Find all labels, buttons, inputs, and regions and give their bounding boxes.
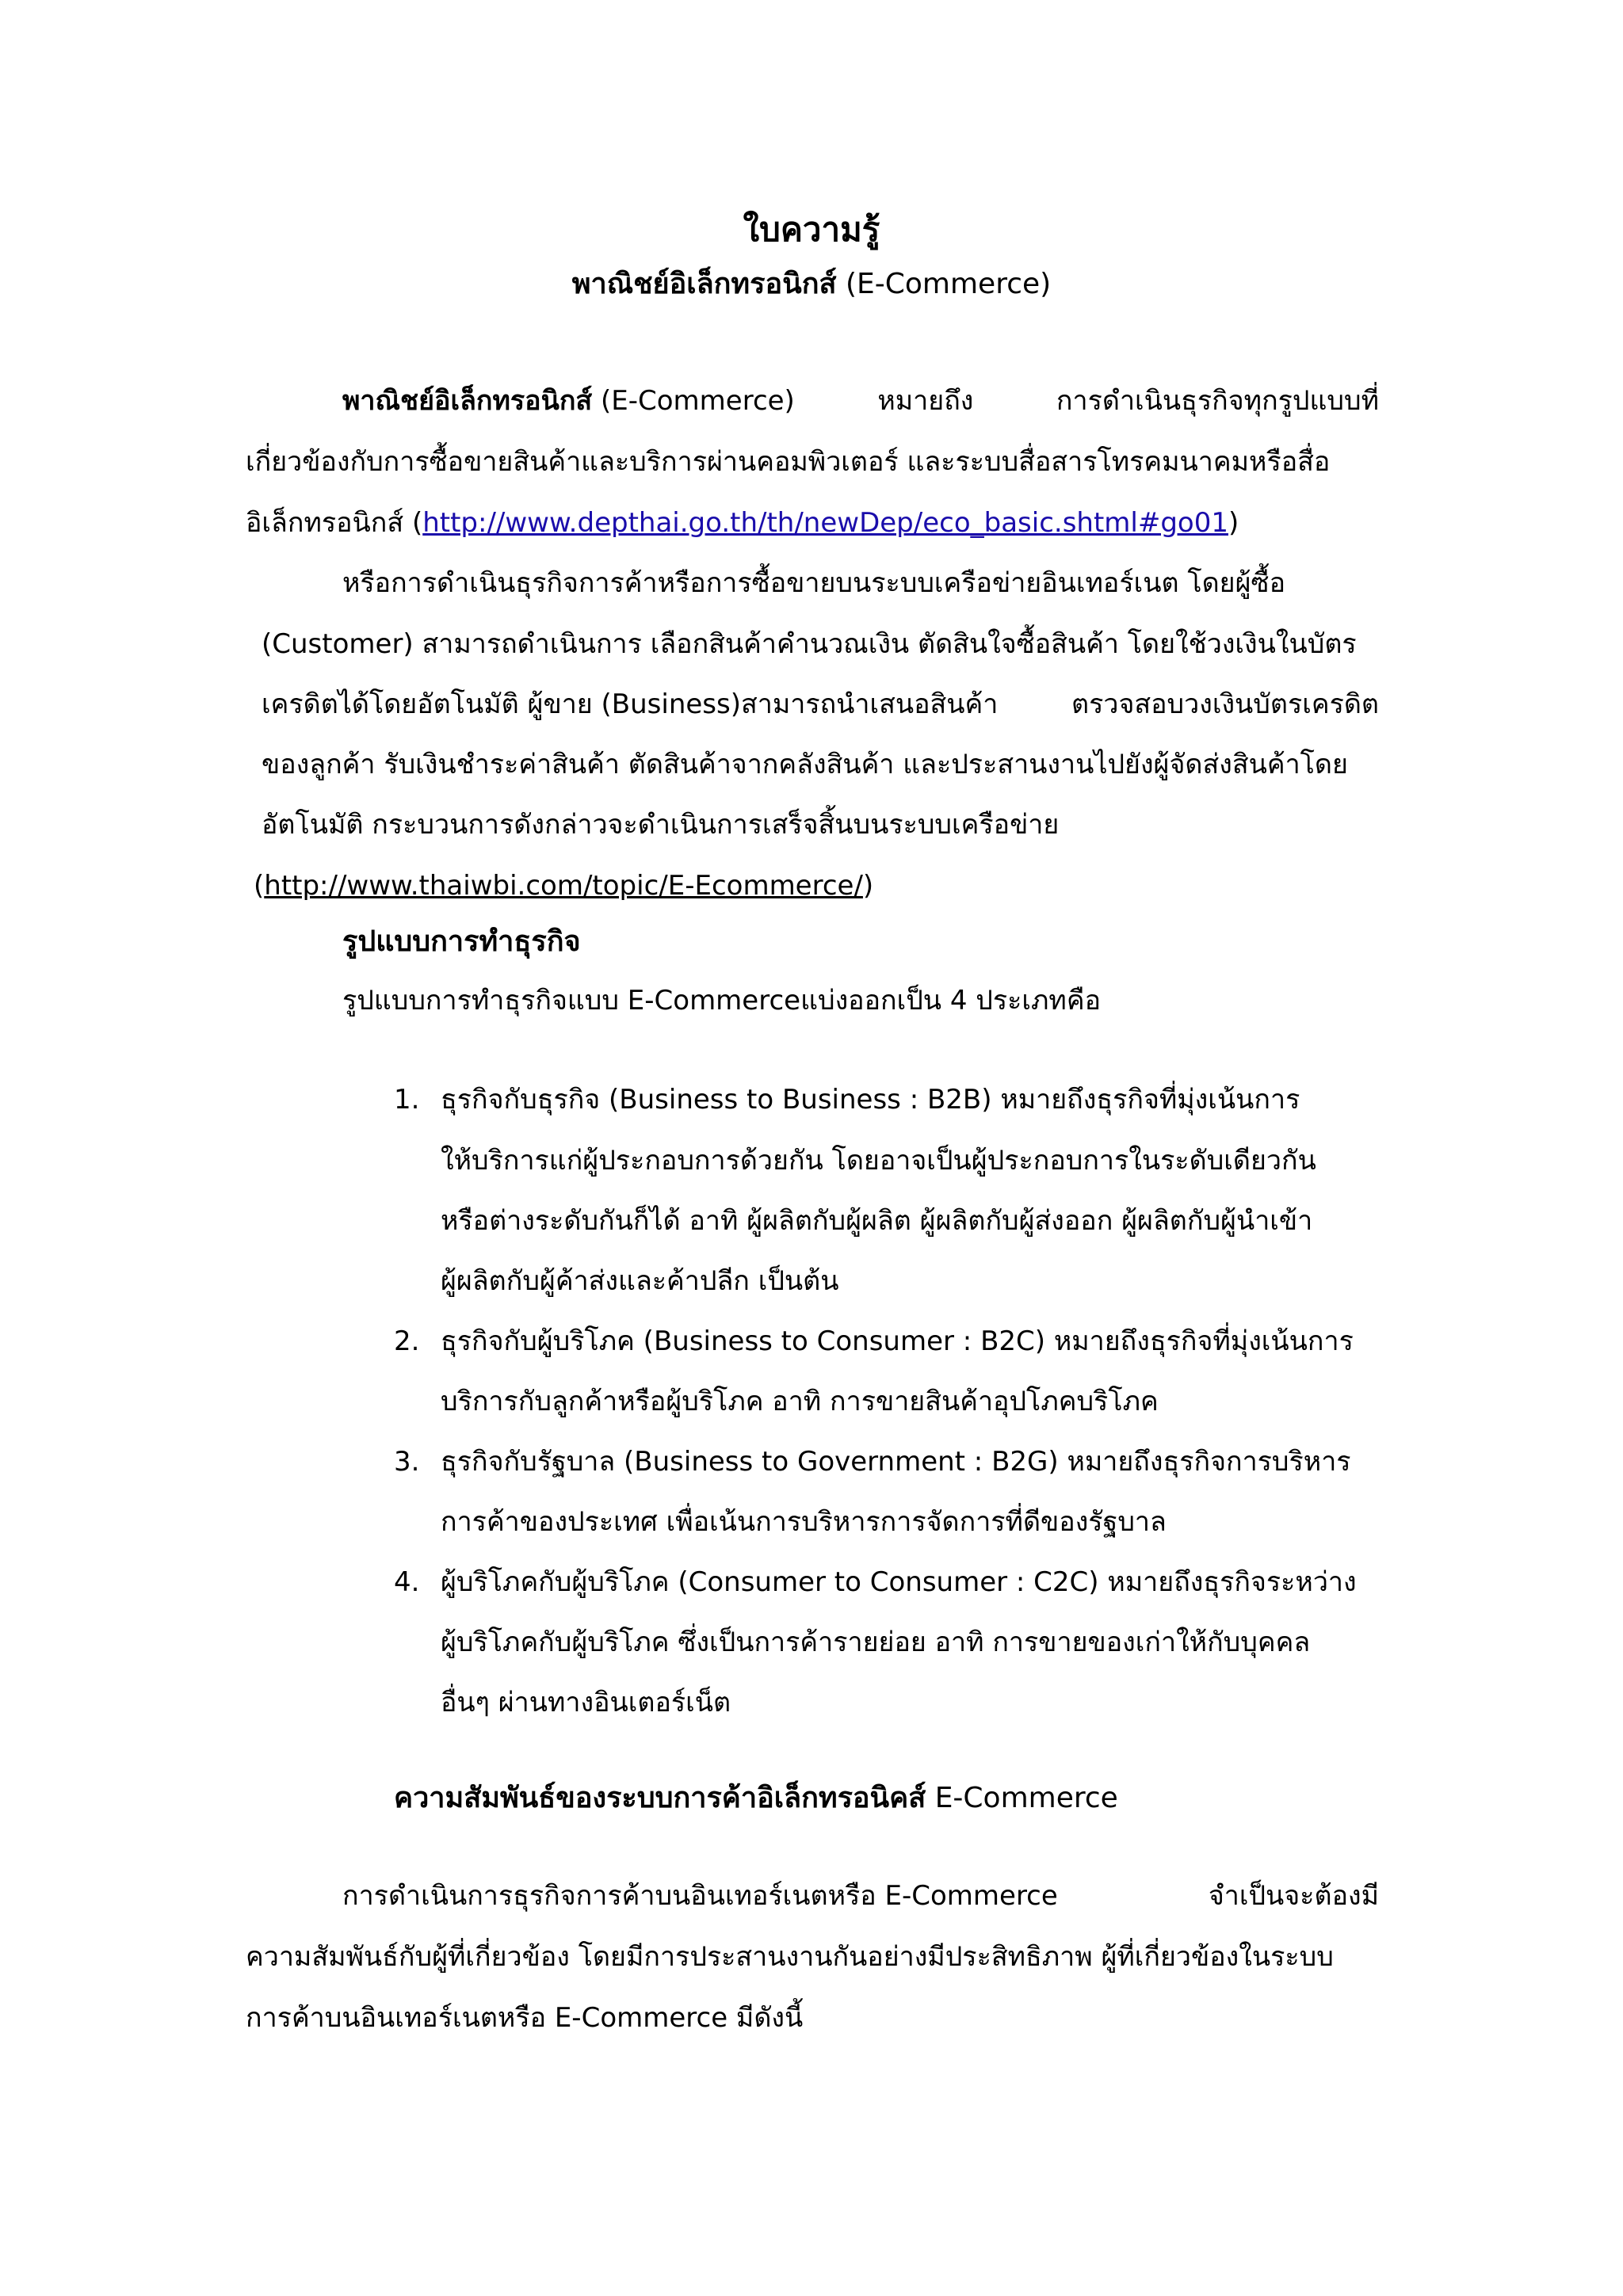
list-item-2-line-2: บริการกับลูกค้าหรือผู้บริโภค อาทิ การขายสินค้าอุปโภคบริโภค bbox=[441, 1386, 1159, 1417]
intro-term-en: (E-Commerce) bbox=[601, 385, 795, 417]
subtitle-thai: พาณิชย์อิเล็กทรอนิกส์ bbox=[571, 268, 837, 300]
para2-line-2: (Customer) สามารถดำเนินการ เลือกสินค้าคำนวณเงิน ตัดสินใจซื้อสินค้า โดยใช้วงเงินในบัตร bbox=[262, 628, 1357, 660]
section2-heading: ความสัมพันธ์ของระบบการค้าอิเล็กทรอนิคส์ E-Commerce bbox=[394, 1782, 1118, 1814]
section1-lead: รูปแบบการทำธุรกิจแบบ E-Commerceแบ่งออกเป็น 4 ประเภทคือ bbox=[342, 985, 1101, 1016]
list-item-4-line-1: ผู้บริโภคกับผู้บริโภค (Consumer to Consumer : C2C) หมายถึงธุรกิจระหว่าง bbox=[441, 1566, 1357, 1598]
list-item-4-line-3: อื่นๆ ผ่านทางอินเตอร์เน็ต bbox=[441, 1687, 731, 1718]
para3-line-1: การดำเนินการธุรกิจการค้าบนอินเทอร์เนตหรือ E-Commerce จำเป็นจะต้องมี bbox=[342, 1880, 1379, 1912]
list-item-number: 3. bbox=[394, 1446, 420, 1478]
intro-word: หมายถึง bbox=[877, 385, 974, 417]
para2-line-1: หรือการดำเนินธุรกิจการค้าหรือการซื้อขายบนระบบเครือข่ายอินเทอร์เนต โดยผู้ซื้อ bbox=[342, 567, 1286, 599]
page-title: ใบความรู้ bbox=[743, 210, 880, 249]
section1-heading: รูปแบบการทำธุรกิจ bbox=[342, 925, 581, 958]
list-item-1-line-4: ผู้ผลิตกับผู้ค้าส่งและค้าปลีก เป็นต้น bbox=[441, 1265, 839, 1297]
list-item-number: 4. bbox=[394, 1566, 420, 1598]
source-link-depthai[interactable]: http://www.depthai.go.th/th/newDep/eco_basic.shtml#go01 bbox=[422, 507, 1228, 539]
list-item-number: 1. bbox=[394, 1084, 420, 1116]
list-item-3-line-2: การค้าของประเทศ เพื่อเน้นการบริหารการจัดการที่ดีของรัฐบาล bbox=[441, 1506, 1167, 1538]
intro-line-3: อิเล็กทรอนิกส์ (http://www.depthai.go.th/th/newDep/eco_basic.shtml#go01) bbox=[246, 507, 1239, 539]
list-item-1-line-2: ให้บริการแก่ผู้ประกอบการด้วยกัน โดยอาจเป็นผู้ประกอบการในระดับเดียวกัน bbox=[441, 1145, 1316, 1177]
intro-line-2: เกี่ยวข้องกับการซื้อขายสินค้าและบริการผ่านคอมพิวเตอร์ และระบบสื่อสารโทรคมนาคมหรือสื่อ bbox=[246, 446, 1331, 478]
para2-line-3: เครดิตได้โดยอัตโนมัติ ผู้ขาย (Business)สามารถนำเสนอสินค้า ตรวจสอบวงเงินบัตรเครดิต bbox=[262, 688, 1379, 720]
intro-line-1 bbox=[342, 383, 1379, 419]
list-item-1-line-1: ธุรกิจกับธุรกิจ (Business to Business : B2B) หมายถึงธุรกิจที่มุ่งเน้นการ bbox=[441, 1084, 1300, 1116]
intro-term: พาณิชย์อิเล็กทรอนิกส์ bbox=[342, 385, 593, 417]
para2-line-5: อัตโนมัติ กระบวนการดังกล่าวจะดำเนินการเสร็จสิ้นบนระบบเครือข่าย bbox=[262, 809, 1060, 841]
list-item-3-line-1: ธุรกิจกับรัฐบาล (Business to Government : B2G) หมายถึงธุรกิจการบริหาร bbox=[441, 1446, 1351, 1478]
para2-line-4: ของลูกค้า รับเงินชำระค่าสินค้า ตัดสินค้าจากคลังสินค้า และประสานงานไปยังผู้จัดส่งสินค้าโดย bbox=[262, 749, 1348, 780]
source-link-thaiwbi[interactable]: http://www.thaiwbi.com/topic/E-Ecommerce/ bbox=[264, 870, 863, 902]
subtitle-en: (E-Commerce) bbox=[845, 268, 1052, 300]
intro-rest: การดำเนินธุรกิจทุกรูปแบบที่ bbox=[1056, 385, 1379, 417]
para3-line-3: การค้าบนอินเทอร์เนตหรือ E-Commerce มีดังนี้ bbox=[246, 2002, 804, 2034]
list-item-2-line-1: ธุรกิจกับผู้บริโภค (Business to Consumer : B2C) หมายถึงธุรกิจที่มุ่งเน้นการ bbox=[441, 1325, 1354, 1357]
para3-line-2: ความสัมพันธ์กับผู้ที่เกี่ยวข้อง โดยมีการประสานงานกันอย่างมีประสิทธิภาพ ผู้ที่เกี่ยวข้องในระบบ bbox=[246, 1941, 1334, 1973]
list-item-number: 2. bbox=[394, 1325, 420, 1357]
para2-line-6: (http://www.thaiwbi.com/topic/E-Ecommerce/) bbox=[254, 870, 874, 902]
page-subtitle bbox=[0, 265, 1623, 303]
list-item-1-line-3: หรือต่างระดับกันก็ได้ อาทิ ผู้ผลิตกับผู้ผลิต ผู้ผลิตกับผู้ส่งออก ผู้ผลิตกับผู้นำเข้า bbox=[441, 1205, 1313, 1237]
list-item-4-line-2: ผู้บริโภคกับผู้บริโภค ซึ่งเป็นการค้ารายย่อย อาทิ การขายของเก่าให้กับบุคคล bbox=[441, 1627, 1311, 1658]
